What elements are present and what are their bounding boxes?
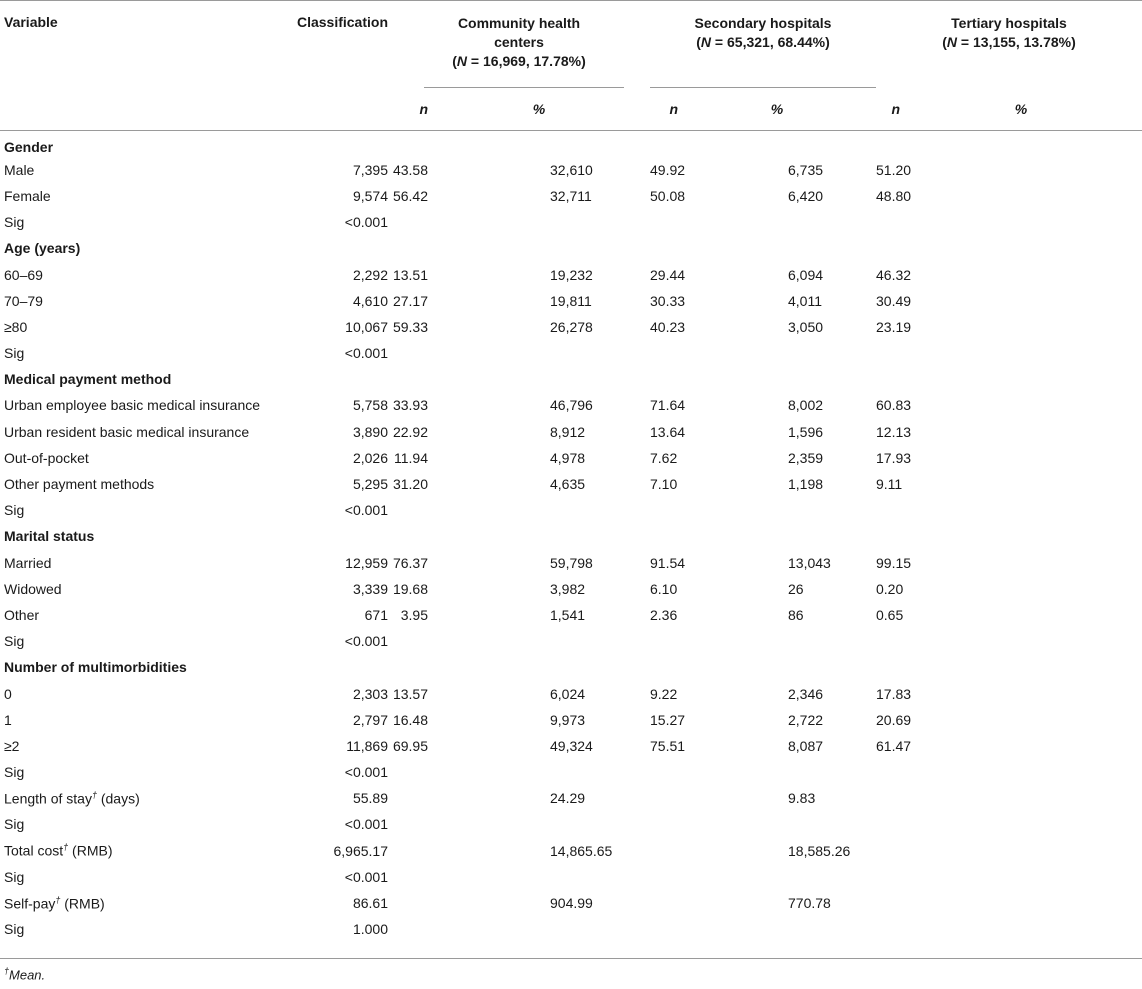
cell-empty <box>428 811 650 837</box>
bottom-rule <box>0 958 1142 959</box>
cell-sec-n2: 8,087 <box>788 737 824 754</box>
header-chc-line1: Community health <box>457 15 581 31</box>
cell-empty <box>650 785 678 811</box>
cell-empty <box>876 890 900 916</box>
cell-ter-pct: 99.15 <box>876 554 912 571</box>
cell-empty <box>900 890 1142 916</box>
cell-empty <box>876 838 900 864</box>
sig-row <box>0 628 1142 654</box>
cell-chc-n2: 59,798 <box>550 554 593 571</box>
sig-value: <0.001 <box>344 816 388 833</box>
cell-ter-pct: 48.80 <box>876 187 912 204</box>
cell-chc-pct: 76.37 <box>392 554 428 571</box>
sig-label: Sig <box>4 816 25 833</box>
cell-empty <box>900 209 1142 235</box>
section-row <box>0 235 1142 261</box>
cell-empty <box>678 340 876 366</box>
header-sec-line1: Secondary hospitals <box>694 15 832 31</box>
cell-empty <box>876 785 900 811</box>
table-row <box>0 602 1142 628</box>
cell-ter-pct: 17.83 <box>876 685 912 702</box>
cell-chc-pct: 43.58 <box>392 161 428 178</box>
sig-row <box>0 916 1142 942</box>
cell-empty <box>876 340 900 366</box>
cell-empty <box>900 497 1142 523</box>
cell-chc-pct: 19.68 <box>392 580 428 597</box>
cell-empty <box>876 628 900 654</box>
cell-classification: 3,890 <box>352 423 388 440</box>
cell-empty <box>650 759 678 785</box>
table-row <box>0 550 1142 576</box>
cell-sec-pct: 7.62 <box>650 449 678 466</box>
cell-empty <box>428 864 650 890</box>
row-label: Other payment methods <box>4 476 155 493</box>
sig-row <box>0 864 1142 890</box>
cell-empty <box>388 838 428 864</box>
row-label: 60–69 <box>4 266 43 283</box>
cell-classification: 3,339 <box>352 580 388 597</box>
sig-label: Sig <box>4 764 25 781</box>
cell-empty <box>900 916 1142 942</box>
mean-ter: 770.78 <box>788 895 831 912</box>
row-label: Female <box>4 187 51 204</box>
table-row <box>0 838 1142 864</box>
cell-sec-n2: 4,011 <box>788 292 822 309</box>
cell-sec-pct: 40.23 <box>650 318 686 335</box>
cell-empty <box>650 890 678 916</box>
cell-empty <box>650 916 678 942</box>
cell-classification: 671 <box>364 606 388 623</box>
cell-sec-pct: 6.10 <box>650 580 678 597</box>
sig-value: <0.001 <box>344 868 388 885</box>
mean-chc: 86.61 <box>352 895 388 912</box>
header-community-health-centers <box>388 6 650 88</box>
cell-ter-pct: 23.19 <box>876 318 912 335</box>
cell-empty <box>876 759 900 785</box>
sig-row <box>0 811 1142 837</box>
cell-chc-n2: 19,811 <box>550 292 592 309</box>
header-chc-line3: (N = 16,969, 17.78%) <box>452 53 586 69</box>
sig-label: Sig <box>4 633 25 650</box>
cell-classification: 4,610 <box>352 292 388 309</box>
cell-empty <box>388 890 428 916</box>
cell-ter-pct: 30.49 <box>876 292 912 309</box>
cell-chc-n2: 26,278 <box>550 318 593 335</box>
table-row <box>0 890 1142 916</box>
subheader-ter-pct: % <box>900 88 1142 131</box>
cell-sec-pct: 91.54 <box>650 554 686 571</box>
header-secondary-hospitals <box>650 6 876 88</box>
cell-chc-n2: 19,232 <box>550 266 593 283</box>
cell-sec-n2: 86 <box>788 606 804 623</box>
table-row <box>0 733 1142 759</box>
header-sec-line2: (N = 65,321, 68.44%) <box>696 34 830 50</box>
section-label: Marital status <box>4 528 95 545</box>
table-row <box>0 471 1142 497</box>
cell-empty <box>388 864 428 890</box>
header-chc-underline <box>424 87 624 88</box>
cell-empty <box>650 811 678 837</box>
cell-empty <box>900 314 1142 340</box>
mean-chc: 55.89 <box>352 790 388 807</box>
table-row <box>0 288 1142 314</box>
cell-chc-n2: 6,024 <box>550 685 586 702</box>
cell-chc-pct: 22.92 <box>392 423 428 440</box>
cell-empty <box>900 550 1142 576</box>
section-row <box>0 131 1142 157</box>
cell-sec-n2: 2,359 <box>788 449 824 466</box>
sig-row <box>0 209 1142 235</box>
sig-label: Sig <box>4 345 25 362</box>
cell-sec-pct: 71.64 <box>650 397 686 414</box>
row-label: Male <box>4 161 35 178</box>
header-ter-line1: Tertiary hospitals <box>951 15 1067 31</box>
cell-empty <box>876 916 900 942</box>
subheader-chc-pct: % <box>428 88 650 131</box>
subheader-ter-n: n <box>876 88 900 131</box>
cell-sec-pct: 49.92 <box>650 161 686 178</box>
cell-empty <box>388 628 428 654</box>
cell-empty <box>900 811 1142 837</box>
mean-sec: 14,865.65 <box>550 842 613 859</box>
cell-chc-n2: 8,912 <box>550 423 586 440</box>
cell-sec-pct: 7.10 <box>650 476 678 493</box>
cell-ter-pct: 46.32 <box>876 266 912 283</box>
row-label: 70–79 <box>4 292 43 309</box>
cell-empty <box>428 628 650 654</box>
cell-empty <box>678 916 876 942</box>
table-row <box>0 314 1142 340</box>
cell-empty <box>650 209 678 235</box>
cell-sec-pct: 9.22 <box>650 685 678 702</box>
row-label: ≥80 <box>4 318 28 335</box>
mean-ter: 18,585.26 <box>788 842 851 859</box>
cell-chc-pct: 27.17 <box>392 292 428 309</box>
cell-chc-n2: 3,982 <box>550 580 586 597</box>
sig-value: <0.001 <box>344 345 388 362</box>
cell-chc-n2: 46,796 <box>550 397 593 414</box>
cell-empty <box>678 759 876 785</box>
cell-chc-n2: 9,973 <box>550 711 586 728</box>
row-label: Married <box>4 554 52 571</box>
cell-empty <box>388 209 428 235</box>
cell-chc-pct: 3.95 <box>400 606 428 623</box>
cell-empty <box>900 838 1142 864</box>
header-variable: Variable <box>4 14 58 30</box>
cell-sec-pct: 30.33 <box>650 292 686 309</box>
cell-ter-pct: 60.83 <box>876 397 912 414</box>
section-row <box>0 654 1142 680</box>
cell-empty <box>428 497 650 523</box>
mean-sec: 24.29 <box>550 790 586 807</box>
cell-ter-pct: 17.93 <box>876 449 912 466</box>
cell-chc-pct: 59.33 <box>392 318 428 335</box>
cell-classification: 9,574 <box>352 187 388 204</box>
section-row <box>0 523 1142 549</box>
header-chc-line2: centers <box>494 34 544 50</box>
cell-ter-pct: 12.13 <box>876 423 912 440</box>
cell-empty <box>678 628 876 654</box>
cell-ter-pct: 9.11 <box>876 476 903 493</box>
characteristics-table <box>0 6 1142 942</box>
cell-sec-pct: 2.36 <box>650 606 678 623</box>
cell-empty <box>900 707 1142 733</box>
cell-empty <box>678 864 876 890</box>
cell-empty <box>900 471 1142 497</box>
cell-chc-pct: 13.57 <box>392 685 428 702</box>
table-row <box>0 157 1142 183</box>
cell-classification: 2,303 <box>352 685 388 702</box>
cell-sec-n2: 2,346 <box>788 685 824 702</box>
row-label: Out-of-pocket <box>4 449 89 466</box>
cell-empty <box>876 497 900 523</box>
cell-empty <box>388 785 428 811</box>
cell-classification: 2,292 <box>352 266 388 283</box>
table-row <box>0 183 1142 209</box>
row-label: 0 <box>4 685 12 702</box>
sig-row <box>0 497 1142 523</box>
cell-chc-pct: 69.95 <box>392 737 428 754</box>
table-row <box>0 576 1142 602</box>
cell-empty <box>900 340 1142 366</box>
cell-chc-pct: 16.48 <box>392 711 428 728</box>
cell-empty <box>650 628 678 654</box>
cell-empty <box>428 340 650 366</box>
cell-chc-pct: 33.93 <box>392 397 428 414</box>
table-row <box>0 419 1142 445</box>
sig-row <box>0 759 1142 785</box>
table-row <box>0 445 1142 471</box>
cell-sec-n2: 6,735 <box>788 161 824 178</box>
cell-empty <box>900 864 1142 890</box>
cell-empty <box>900 445 1142 471</box>
table-row <box>0 785 1142 811</box>
cell-empty <box>900 602 1142 628</box>
cell-sec-n2: 26 <box>788 580 804 597</box>
cell-classification: 5,295 <box>352 476 388 493</box>
cell-sec-n2: 6,094 <box>788 266 824 283</box>
cell-ter-pct: 0.65 <box>876 606 904 623</box>
cell-empty <box>900 261 1142 287</box>
cell-sec-pct: 13.64 <box>650 423 686 440</box>
section-label: Number of multimorbidities <box>4 659 187 676</box>
cell-empty <box>650 340 678 366</box>
cell-empty <box>900 680 1142 706</box>
row-label: Urban employee basic medical insurance <box>4 397 261 414</box>
row-label: Urban resident basic medical insurance <box>4 423 250 440</box>
cell-empty <box>388 916 428 942</box>
subheader-chc-n: n <box>388 88 428 131</box>
section-row <box>0 366 1142 392</box>
cell-empty <box>900 628 1142 654</box>
cell-empty <box>900 392 1142 418</box>
cell-empty <box>900 288 1142 314</box>
mean-ter: 9.83 <box>788 790 816 807</box>
table-row <box>0 261 1142 287</box>
cell-empty <box>388 759 428 785</box>
footnote: †Mean. <box>4 966 46 983</box>
cell-classification: 11,869 <box>346 737 388 754</box>
cell-empty <box>650 864 678 890</box>
cell-classification: 7,395 <box>352 161 388 178</box>
cell-empty <box>900 157 1142 183</box>
cell-ter-pct: 61.47 <box>876 737 912 754</box>
cell-chc-pct: 13.51 <box>392 266 428 283</box>
top-rule <box>0 0 1142 1</box>
table-row <box>0 392 1142 418</box>
cell-empty <box>678 497 876 523</box>
mean-chc: 6,965.17 <box>333 842 388 859</box>
table-row <box>0 707 1142 733</box>
cell-chc-pct: 11.94 <box>394 449 428 466</box>
cell-classification: 12,959 <box>345 554 388 571</box>
subheader-sec-n: n <box>650 88 678 131</box>
row-label: ≥2 <box>4 737 20 754</box>
section-label: Age (years) <box>4 240 81 257</box>
cell-empty <box>876 864 900 890</box>
cell-ter-pct: 20.69 <box>876 711 912 728</box>
cell-chc-n2: 4,978 <box>550 449 586 466</box>
sig-value: <0.001 <box>344 502 388 519</box>
cell-sec-pct: 75.51 <box>650 737 686 754</box>
cell-sec-n2: 6,420 <box>788 187 824 204</box>
mean-sec: 904.99 <box>550 895 593 912</box>
sig-label: Sig <box>4 921 25 938</box>
section-label: Gender <box>4 138 54 155</box>
sig-label: Sig <box>4 502 25 519</box>
mean-label: Length of stay† (days) <box>4 789 140 807</box>
subheader-sec-pct: % <box>678 88 876 131</box>
cell-empty <box>388 340 428 366</box>
sig-value: <0.001 <box>344 633 388 650</box>
row-label: Other <box>4 606 40 623</box>
sig-value: <0.001 <box>344 214 388 231</box>
cell-sec-n2: 1,596 <box>788 423 824 440</box>
header-tertiary-hospitals <box>876 6 1142 88</box>
cell-empty <box>678 811 876 837</box>
cell-empty <box>900 576 1142 602</box>
cell-chc-n2: 32,711 <box>550 187 592 204</box>
cell-empty <box>900 419 1142 445</box>
sig-row <box>0 340 1142 366</box>
cell-chc-pct: 31.20 <box>392 476 428 493</box>
cell-empty <box>428 209 650 235</box>
cell-sec-n2: 2,722 <box>788 711 824 728</box>
header-classification: Classification <box>296 14 388 30</box>
cell-empty <box>428 916 650 942</box>
cell-empty <box>650 838 678 864</box>
cell-sec-n2: 3,050 <box>788 318 824 335</box>
cell-chc-n2: 1,541 <box>550 606 586 623</box>
header-sec-underline <box>650 87 876 88</box>
cell-sec-n2: 1,198 <box>788 476 824 493</box>
sig-value: <0.001 <box>344 764 388 781</box>
table-row <box>0 680 1142 706</box>
mean-label: Total cost† (RMB) <box>4 842 113 859</box>
cell-empty <box>650 497 678 523</box>
row-label: Widowed <box>4 580 62 597</box>
cell-empty <box>900 759 1142 785</box>
cell-empty <box>388 497 428 523</box>
cell-empty <box>900 183 1142 209</box>
cell-ter-pct: 51.20 <box>876 161 912 178</box>
table-body <box>0 131 1142 943</box>
cell-chc-n2: 4,635 <box>550 476 586 493</box>
sig-label: Sig <box>4 868 25 885</box>
cell-chc-pct: 56.42 <box>392 187 428 204</box>
cell-sec-pct: 29.44 <box>650 266 686 283</box>
cell-ter-pct: 0.20 <box>876 580 904 597</box>
cell-classification: 2,026 <box>352 449 388 466</box>
header-ter-line2: (N = 13,155, 13.78%) <box>942 34 1076 50</box>
mean-label: Self-pay† (RMB) <box>4 894 105 912</box>
cell-sec-n2: 13,043 <box>788 554 831 571</box>
cell-chc-n2: 49,324 <box>550 737 593 754</box>
cell-empty <box>876 811 900 837</box>
sig-label: Sig <box>4 214 25 231</box>
cell-empty <box>876 209 900 235</box>
cell-empty <box>428 759 650 785</box>
cell-empty <box>900 733 1142 759</box>
cell-empty <box>678 209 876 235</box>
cell-classification: 10,067 <box>345 318 388 335</box>
cell-empty <box>900 785 1142 811</box>
section-label: Medical payment method <box>4 371 172 388</box>
cell-sec-n2: 8,002 <box>788 397 824 414</box>
cell-sec-pct: 15.27 <box>650 711 686 728</box>
sig-value: 1.000 <box>352 921 388 938</box>
cell-sec-pct: 50.08 <box>650 187 686 204</box>
cell-classification: 5,758 <box>352 397 388 414</box>
cell-empty <box>388 811 428 837</box>
row-label: 1 <box>4 711 12 728</box>
cell-classification: 2,797 <box>352 711 388 728</box>
cell-chc-n2: 32,610 <box>550 161 593 178</box>
